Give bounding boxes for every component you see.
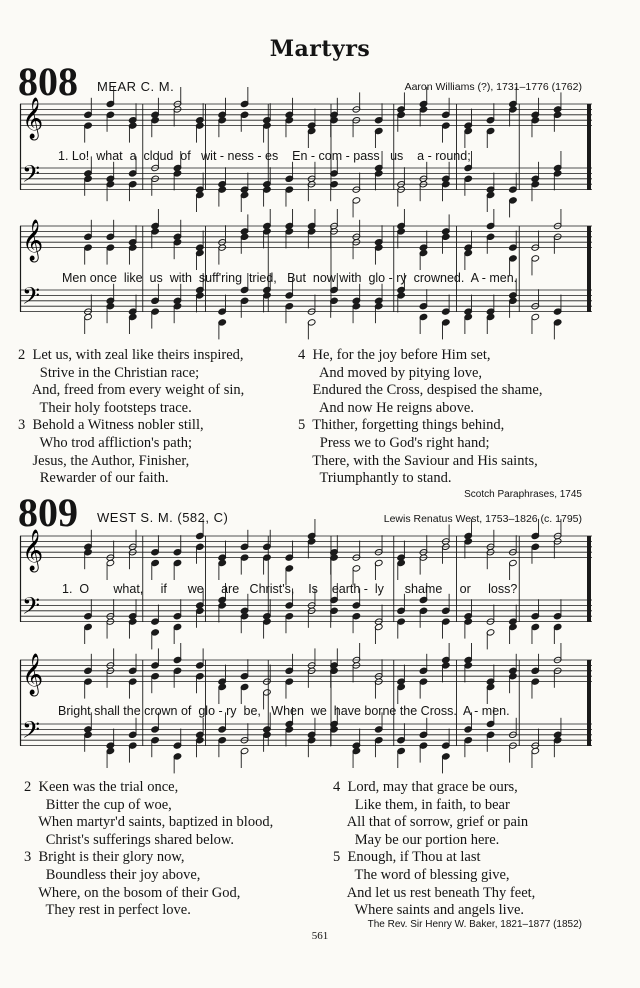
verse-line: 4 He, for the joy before Him set, <box>298 347 491 363</box>
bass-clef-icon: 𝄢 <box>22 282 41 315</box>
verses-809-left <box>24 779 273 920</box>
verse-line: 2 Let us, with zeal like theirs inspired, <box>18 347 244 363</box>
verse-line: 4 Lord, may that grace be ours, <box>333 779 518 795</box>
final-barline <box>587 660 591 746</box>
verse-line: And let us rest beneath Thy feet, <box>333 884 536 901</box>
bass-clef-icon: 𝄢 <box>22 716 41 749</box>
treble-clef-icon: 𝄞 <box>22 220 44 261</box>
lyrics-808-line2: Men once like us with suff'ring tried, But now with glo - ry crowned. A - men. <box>62 271 518 285</box>
verses-808-left <box>18 347 244 488</box>
bass-clef-icon: 𝄢 <box>22 160 41 193</box>
page-number: 561 <box>311 930 329 942</box>
verse-line: Bitter the cup of woe, <box>24 796 172 813</box>
final-barline <box>587 226 591 312</box>
verse-line: All that of sorrow, grief or pain <box>333 814 529 831</box>
composer-809: Lewis Renatus West, 1753–1826 (c. 1795) <box>383 513 582 525</box>
tune-name-809: WEST S. M. (582, C) <box>97 510 229 525</box>
treble-clef-icon: 𝄞 <box>22 654 44 695</box>
verse-line: When martyr'd saints, baptized in blood, <box>24 814 274 831</box>
verse-line: There, with the Saviour and His saints, <box>298 452 538 469</box>
verse-line: 3 Behold a Witness nobler still, <box>18 417 204 434</box>
verse-line: Who trod affliction's path; <box>18 434 193 451</box>
verse-line: Where saints and angels live. <box>333 902 524 919</box>
verse-line: They rest in perfect love. <box>24 902 191 919</box>
hymn-number-809: 809 <box>18 490 78 535</box>
verse-line: Christ's sufferings shared below. <box>24 831 235 848</box>
lyrics-808-line1: 1. Lo! what a cloud of wit - ness - es En - com - pass us a - round; <box>58 149 471 163</box>
final-barline <box>587 104 591 190</box>
verse-line: And now He reigns above. <box>298 399 474 416</box>
verse-line: And moved by pitying love, <box>298 364 483 381</box>
bass-clef-icon: 𝄢 <box>22 592 41 625</box>
final-barline <box>587 536 591 622</box>
verses-808-right <box>298 347 542 488</box>
verse-line: May be our portion here. <box>333 831 500 848</box>
section-title: Martyrs <box>269 36 371 62</box>
verse-line: Endured the Cross, despised the shame, <box>298 382 543 399</box>
tune-name-808: MEAR C. M. <box>97 79 175 94</box>
verse-line: 5 Thither, forgetting things behind, <box>298 417 505 434</box>
credit-809: The Rev. Sir Henry W. Baker, 1821–1877 (1852) <box>367 919 582 930</box>
verse-line: 5 Enough, if Thou at last <box>333 849 481 866</box>
verse-line: 2 Keen was the trial once, <box>24 779 179 795</box>
verses-809-right <box>333 779 535 920</box>
verse-line: The word of blessing give, <box>333 866 510 883</box>
verse-line: Boundless their joy above, <box>24 866 201 883</box>
verse-line: Strive in the Christian race; <box>18 364 200 381</box>
verse-line: Jesus, the Author, Finisher, <box>18 452 190 469</box>
verse-line: Where, on the bosom of their God, <box>24 884 241 901</box>
hymn-number-808: 808 <box>18 59 78 104</box>
verse-line: 3 Bright is their glory now, <box>24 849 185 866</box>
credit-808: Scotch Paraphrases, 1745 <box>464 489 582 500</box>
verse-line: Triumphantly to stand. <box>298 470 452 487</box>
treble-clef-icon: 𝄞 <box>22 98 44 139</box>
composer-808: Aaron Williams (?), 1731–1776 (1762) <box>404 81 582 93</box>
verse-line: Their holy footsteps trace. <box>18 399 192 416</box>
verse-line: Like them, in faith, to bear <box>333 796 510 813</box>
verse-line: Rewarder of our faith. <box>18 470 169 487</box>
lyrics-809-line2: Bright shall the crown of glo - ry be, When we have borne the Cross. A - men. <box>58 704 510 718</box>
verse-line: Press we to God's right hand; <box>298 434 490 451</box>
verse-line: And, freed from every weight of sin, <box>18 382 245 399</box>
treble-clef-icon: 𝄞 <box>22 530 44 571</box>
lyrics-809-line1: 1. O what, if we are Christ's, Is earth - ly shame or loss? <box>62 582 518 596</box>
